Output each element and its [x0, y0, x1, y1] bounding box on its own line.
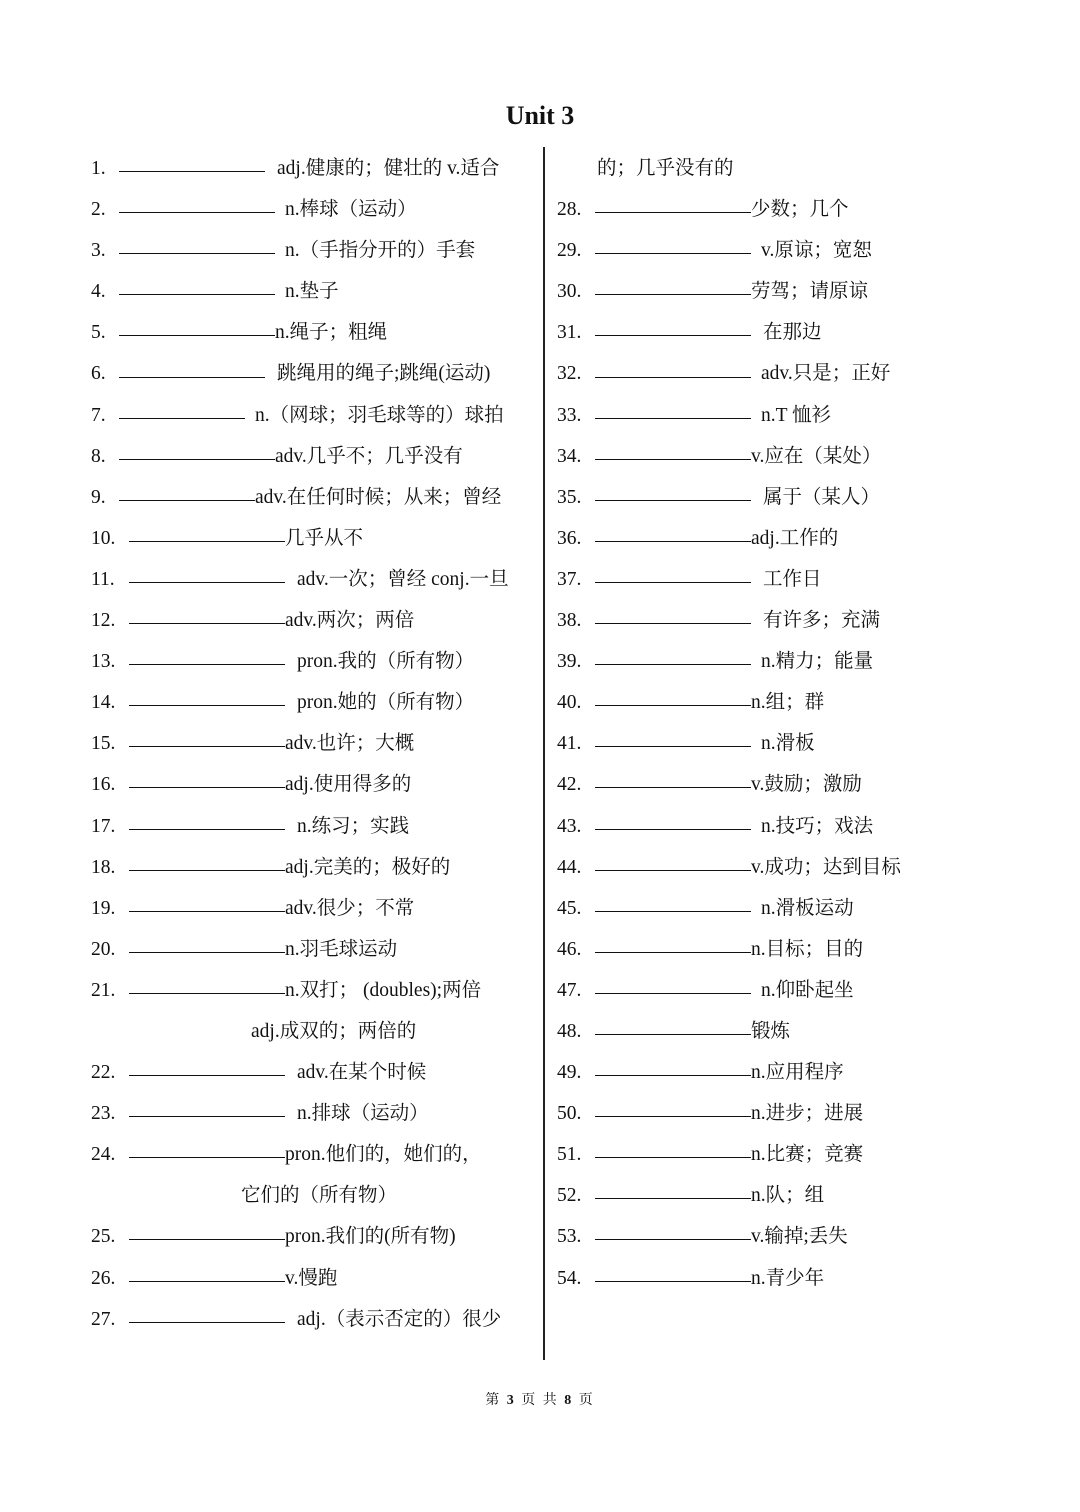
answer-blank[interactable] [129, 1263, 285, 1282]
item-number: 22. [91, 1062, 116, 1084]
answer-blank[interactable] [595, 441, 751, 460]
answer-blank[interactable] [119, 317, 275, 336]
definition: n.羽毛球运动 [285, 938, 398, 960]
definition: v.鼓励；激励 [751, 774, 862, 796]
answer-blank[interactable] [595, 1098, 751, 1117]
vocab-row [91, 477, 531, 518]
item-number: 6. [91, 363, 106, 385]
definition: adv.很少；不常 [285, 897, 415, 919]
item-number: 43. [557, 815, 582, 837]
item-number: 33. [557, 404, 582, 426]
answer-blank[interactable] [129, 1098, 285, 1117]
definition: 它们的（所有物） [241, 1185, 398, 1207]
definition: 几乎从不 [285, 527, 364, 549]
item-number: 20. [91, 938, 116, 960]
definition: 有许多；充满 [763, 610, 881, 632]
answer-blank[interactable] [129, 564, 285, 583]
footer-prefix: 第 [485, 1393, 502, 1408]
definition: v.慢跑 [285, 1267, 338, 1289]
definition: v.原谅；宽恕 [761, 240, 872, 262]
answer-blank[interactable] [119, 359, 265, 378]
vocab-row [557, 148, 997, 189]
vocab-row [91, 1216, 531, 1257]
answer-blank[interactable] [595, 811, 751, 830]
item-number: 14. [91, 692, 116, 714]
answer-blank[interactable] [129, 1304, 285, 1323]
vocab-row [91, 271, 531, 312]
item-number: 13. [91, 651, 116, 673]
item-number: 37. [557, 568, 582, 590]
vocab-row [557, 518, 997, 559]
answer-blank[interactable] [595, 1016, 751, 1035]
definition: adv.在某个时候 [297, 1062, 427, 1084]
answer-blank[interactable] [129, 1221, 285, 1240]
vocab-row [91, 312, 531, 353]
definition: n.绳子；粗绳 [275, 322, 388, 344]
item-number: 38. [557, 610, 582, 632]
vocab-row [557, 477, 997, 518]
definition: 属于（某人） [763, 486, 881, 508]
definition: n.青少年 [751, 1267, 825, 1289]
answer-blank[interactable] [119, 276, 275, 295]
item-number: 27. [91, 1308, 116, 1330]
item-number: 24. [91, 1144, 116, 1166]
item-number: 5. [91, 322, 106, 344]
answer-blank[interactable] [129, 687, 285, 706]
left-column [91, 148, 531, 1340]
vocab-row [91, 189, 531, 230]
vocab-row [91, 929, 531, 970]
vocab-row [557, 1093, 997, 1134]
item-number: 28. [557, 199, 582, 221]
answer-blank[interactable] [595, 728, 751, 747]
answer-blank[interactable] [129, 1139, 285, 1158]
answer-blank[interactable] [595, 1057, 751, 1076]
definition: n.仰卧起坐 [761, 979, 854, 1001]
vocab-row [91, 230, 531, 271]
item-number: 16. [91, 774, 116, 796]
item-number: 7. [91, 404, 106, 426]
definition: adj.使用得多的 [285, 774, 412, 796]
answer-blank[interactable] [129, 523, 285, 542]
definition: n.双打； (doubles);两倍 [285, 979, 482, 1001]
item-number: 11. [91, 568, 115, 590]
vocab-row [91, 682, 531, 723]
definition: 的；几乎没有的 [597, 158, 734, 179]
item-number: 32. [557, 363, 582, 385]
item-number: 31. [557, 322, 582, 344]
vocab-row [557, 600, 997, 641]
answer-blank[interactable] [129, 893, 285, 912]
vocab-row [557, 970, 997, 1011]
definition: 少数；几个 [751, 199, 849, 221]
definition: v.成功；达到目标 [751, 856, 901, 878]
item-number: 44. [557, 856, 582, 878]
answer-blank[interactable] [595, 400, 751, 419]
answer-blank[interactable] [129, 605, 285, 624]
definition: n.比赛；竞赛 [751, 1144, 864, 1166]
item-number: 30. [557, 281, 582, 303]
vocab-row [91, 148, 531, 189]
definition: n.进步；进展 [751, 1103, 864, 1125]
item-number: 26. [91, 1267, 116, 1289]
answer-blank[interactable] [119, 235, 275, 254]
item-number: 48. [557, 1020, 582, 1042]
definition: n.滑板 [761, 733, 815, 755]
answer-blank[interactable] [119, 400, 245, 419]
vocab-row [557, 271, 997, 312]
definition: 在那边 [763, 322, 822, 344]
vocab-row [91, 1093, 531, 1134]
answer-blank[interactable] [595, 276, 751, 295]
item-number: 10. [91, 527, 116, 549]
item-number: 52. [557, 1185, 582, 1207]
vocab-row [557, 764, 997, 805]
answer-blank[interactable] [129, 646, 285, 665]
definition: 锻炼 [751, 1020, 791, 1042]
vocab-row [91, 764, 531, 805]
vocab-row [91, 1299, 531, 1340]
answer-blank[interactable] [595, 605, 751, 624]
definition: n.排球（运动） [297, 1103, 429, 1125]
definition: adv.两次；两倍 [285, 610, 415, 632]
answer-blank[interactable] [119, 441, 275, 460]
item-number: 41. [557, 733, 582, 755]
definition: 劳驾；请原谅 [751, 281, 869, 303]
vocab-row [557, 395, 997, 436]
vocab-row [91, 518, 531, 559]
vocab-row [557, 1216, 997, 1257]
item-number: 12. [91, 610, 116, 632]
definition: adv.在任何时候；从来；曾经 [255, 486, 502, 508]
answer-blank[interactable] [129, 811, 285, 830]
vocab-row [91, 970, 531, 1011]
footer-total-pages: 8 [564, 1393, 574, 1408]
vocab-row [91, 395, 531, 436]
answer-blank[interactable] [119, 482, 255, 501]
definition: n.棒球（运动） [285, 199, 417, 221]
definition: n.（手指分开的）手套 [285, 240, 476, 262]
answer-blank[interactable] [129, 975, 285, 994]
vocab-row [557, 888, 997, 929]
definition: adv.也许；大概 [285, 733, 415, 755]
answer-blank[interactable] [119, 153, 265, 172]
item-number: 47. [557, 979, 582, 1001]
answer-blank[interactable] [595, 646, 751, 665]
definition: pron.他们的，她们的， [285, 1144, 482, 1166]
vocab-row [557, 929, 997, 970]
item-number: 34. [557, 445, 582, 467]
item-number: 9. [91, 486, 106, 508]
definition: adj.健康的；健壮的 v.适合 [277, 158, 500, 179]
vocab-row [557, 682, 997, 723]
answer-blank[interactable] [595, 687, 751, 706]
vocab-row [557, 1011, 997, 1052]
answer-blank[interactable] [595, 893, 751, 912]
item-number: 21. [91, 979, 116, 1001]
footer-mid: 页 共 [521, 1393, 559, 1408]
footer-suffix: 页 [578, 1393, 595, 1408]
answer-blank[interactable] [595, 934, 751, 953]
item-number: 46. [557, 938, 582, 960]
item-number: 18. [91, 856, 116, 878]
answer-blank[interactable] [595, 1180, 751, 1199]
vocab-row [91, 641, 531, 682]
vocab-row [91, 1134, 531, 1175]
definition: adv.几乎不；几乎没有 [275, 445, 463, 467]
definition: adj.成双的；两倍的 [251, 1020, 417, 1042]
item-number: 45. [557, 897, 582, 919]
definition: adv.只是；正好 [761, 363, 891, 385]
item-number: 40. [557, 692, 582, 714]
definition: n.精力；能量 [761, 651, 874, 673]
vocab-row [91, 847, 531, 888]
definition: 工作日 [763, 568, 822, 590]
answer-blank[interactable] [129, 852, 285, 871]
footer-page-number: 3 [506, 1393, 516, 1408]
vocab-row [557, 847, 997, 888]
definition: v.输掉;丢失 [751, 1226, 848, 1248]
item-number: 36. [557, 527, 582, 549]
definition: n.练习；实践 [297, 815, 410, 837]
item-number: 39. [557, 651, 582, 673]
item-number: 2. [91, 199, 106, 221]
definition: pron.我的（所有物） [297, 651, 475, 673]
definition: n.滑板运动 [761, 897, 854, 919]
page-footer [0, 1389, 1080, 1409]
answer-blank[interactable] [129, 934, 285, 953]
answer-blank[interactable] [595, 523, 751, 542]
definition: adj.（表示否定的）很少 [297, 1308, 502, 1330]
vocab-row [557, 641, 997, 682]
vocab-row [91, 888, 531, 929]
column-divider [543, 147, 545, 1360]
item-number: 15. [91, 733, 116, 755]
answer-blank[interactable] [595, 194, 751, 213]
definition: n.垫子 [285, 281, 339, 303]
vocab-row [557, 436, 997, 477]
definition: pron.我们的(所有物) [285, 1226, 456, 1248]
vocab-row [557, 1258, 997, 1299]
vocab-row [91, 806, 531, 847]
definition: n.T 恤衫 [761, 404, 832, 426]
vocab-row [557, 559, 997, 600]
item-number: 17. [91, 815, 116, 837]
vocab-row [557, 1175, 997, 1216]
right-column [557, 148, 997, 1299]
item-number: 3. [91, 240, 106, 262]
vocab-row [91, 723, 531, 764]
item-number: 25. [91, 1226, 116, 1248]
answer-blank[interactable] [595, 317, 751, 336]
definition: pron.她的（所有物） [297, 692, 475, 714]
vocab-row [91, 353, 531, 394]
definition: n.队；组 [751, 1185, 825, 1207]
item-number: 8. [91, 445, 106, 467]
item-number: 42. [557, 774, 582, 796]
answer-blank[interactable] [595, 1139, 751, 1158]
answer-blank[interactable] [119, 194, 275, 213]
answer-blank[interactable] [595, 564, 751, 583]
vocab-row [557, 353, 997, 394]
definition: adv.一次；曾经 conj.一旦 [297, 568, 509, 590]
item-number: 4. [91, 281, 106, 303]
answer-blank[interactable] [595, 769, 751, 788]
vocab-row [557, 312, 997, 353]
item-number: 19. [91, 897, 116, 919]
answer-blank[interactable] [595, 975, 751, 994]
definition: 跳绳用的绳子;跳绳(运动) [277, 363, 491, 385]
vocab-row [557, 189, 997, 230]
answer-blank[interactable] [595, 852, 751, 871]
item-number: 53. [557, 1226, 582, 1248]
item-number: 49. [557, 1062, 582, 1084]
definition: n.组；群 [751, 692, 825, 714]
answer-blank[interactable] [595, 359, 751, 378]
definition: adj.完美的；极好的 [285, 856, 451, 878]
definition: n.技巧；戏法 [761, 815, 874, 837]
vocab-row [91, 436, 531, 477]
vocab-row [91, 1011, 531, 1052]
item-number: 29. [557, 240, 582, 262]
item-number: 51. [557, 1144, 582, 1166]
answer-blank[interactable] [595, 235, 751, 254]
item-number: 1. [91, 158, 106, 179]
answer-blank[interactable] [595, 1263, 751, 1282]
answer-blank[interactable] [595, 482, 751, 501]
vocab-row [91, 1258, 531, 1299]
definition: v.应在（某处） [751, 445, 882, 467]
vocab-row [557, 723, 997, 764]
vocab-row [557, 1134, 997, 1175]
vocab-row [91, 600, 531, 641]
vocab-row [91, 1052, 531, 1093]
definition: n.应用程序 [751, 1062, 844, 1084]
definition: n.目标；目的 [751, 938, 864, 960]
vocab-row [91, 1175, 531, 1216]
item-number: 50. [557, 1103, 582, 1125]
definition: adj.工作的 [751, 527, 839, 549]
item-number: 54. [557, 1267, 582, 1289]
vocab-row [557, 806, 997, 847]
answer-blank[interactable] [129, 728, 285, 747]
vocab-row [91, 559, 531, 600]
vocab-row [557, 1052, 997, 1093]
answer-blank[interactable] [129, 1057, 285, 1076]
vocab-row [557, 230, 997, 271]
answer-blank[interactable] [129, 769, 285, 788]
item-number: 35. [557, 486, 582, 508]
item-number: 23. [91, 1103, 116, 1125]
definition: n.（网球；羽毛球等的）球拍 [255, 404, 504, 426]
page-title: Unit 3 [505, 101, 575, 130]
answer-blank[interactable] [595, 1221, 751, 1240]
